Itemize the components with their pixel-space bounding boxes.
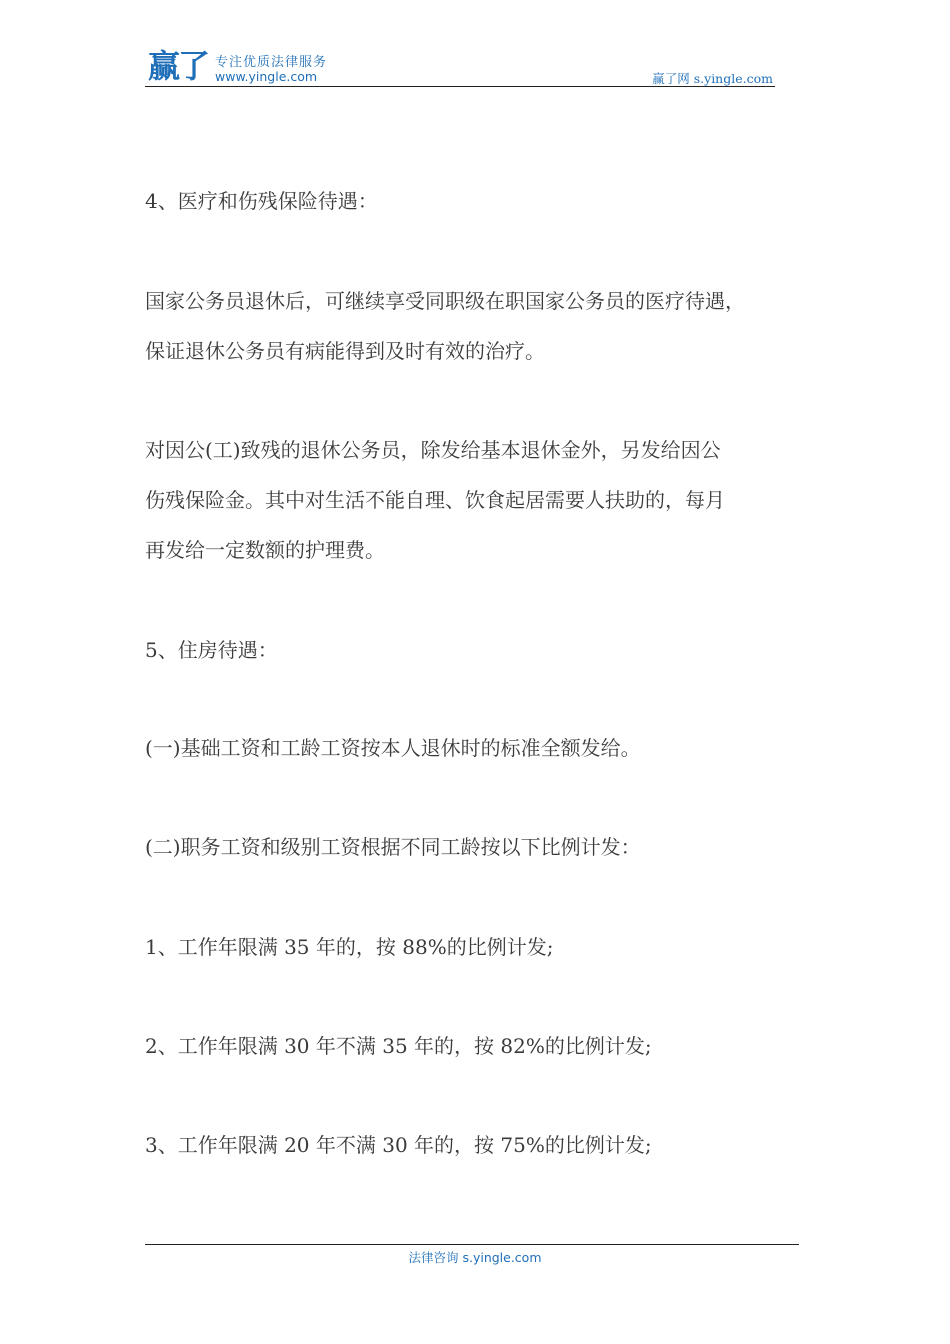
header-divider <box>145 86 775 87</box>
logo-slogan: 专注优质法律服务 <box>215 55 328 70</box>
text-line: 3、工作年限满 20 年不满 30 年的，按 75%的比例计发; <box>145 1133 652 1157</box>
text-line: (一)基础工资和工龄工资按本人退休时的标准全额发给。 <box>145 736 641 760</box>
text-line: (二)职务工资和级别工资根据不同工龄按以下比例计发： <box>145 835 641 859</box>
site-logo[interactable]: 赢了 <box>148 47 209 85</box>
logo-url[interactable]: www.yingle.com <box>215 69 318 84</box>
list-item-30-years <box>145 1021 652 1071</box>
text-line: 保证退休公务员有病能得到及时有效的治疗。 <box>145 339 545 363</box>
text-line: 再发给一定数额的护理费。 <box>145 538 385 562</box>
text-line: 1、工作年限满 35 年的，按 88%的比例计发; <box>145 935 554 959</box>
text-line: 5、住房待遇： <box>145 638 278 662</box>
text-line: 国家公务员退休后，可继续享受同职级在职国家公务员的医疗待遇， <box>145 289 745 313</box>
section-heading-housing <box>145 625 278 675</box>
paragraph-basic-salary <box>145 723 641 773</box>
list-item-35-years <box>145 922 553 972</box>
text-line: 2、工作年限满 30 年不满 35 年的，按 82%的比例计发; <box>145 1034 652 1058</box>
footer-divider <box>145 1244 799 1245</box>
paragraph-position-salary <box>145 822 641 872</box>
paragraph-disability-insurance <box>145 425 725 575</box>
list-item-20-years <box>145 1120 652 1170</box>
paragraph-medical-treatment <box>145 276 745 376</box>
section-heading-medical <box>145 176 378 226</box>
header-site-link[interactable]: 赢了网 s.yingle.com <box>652 71 773 86</box>
page-header <box>145 48 775 88</box>
footer-link[interactable]: 法律咨询 s.yingle.com <box>408 1250 542 1265</box>
text-line: 伤残保险金。其中对生活不能自理、饮食起居需要人扶助的，每月 <box>145 488 725 512</box>
text-line: 4、医疗和伤残保险待遇： <box>145 189 378 213</box>
text-line: 对因公(工)致残的退休公务员，除发给基本退休金外，另发给因公 <box>145 438 721 462</box>
